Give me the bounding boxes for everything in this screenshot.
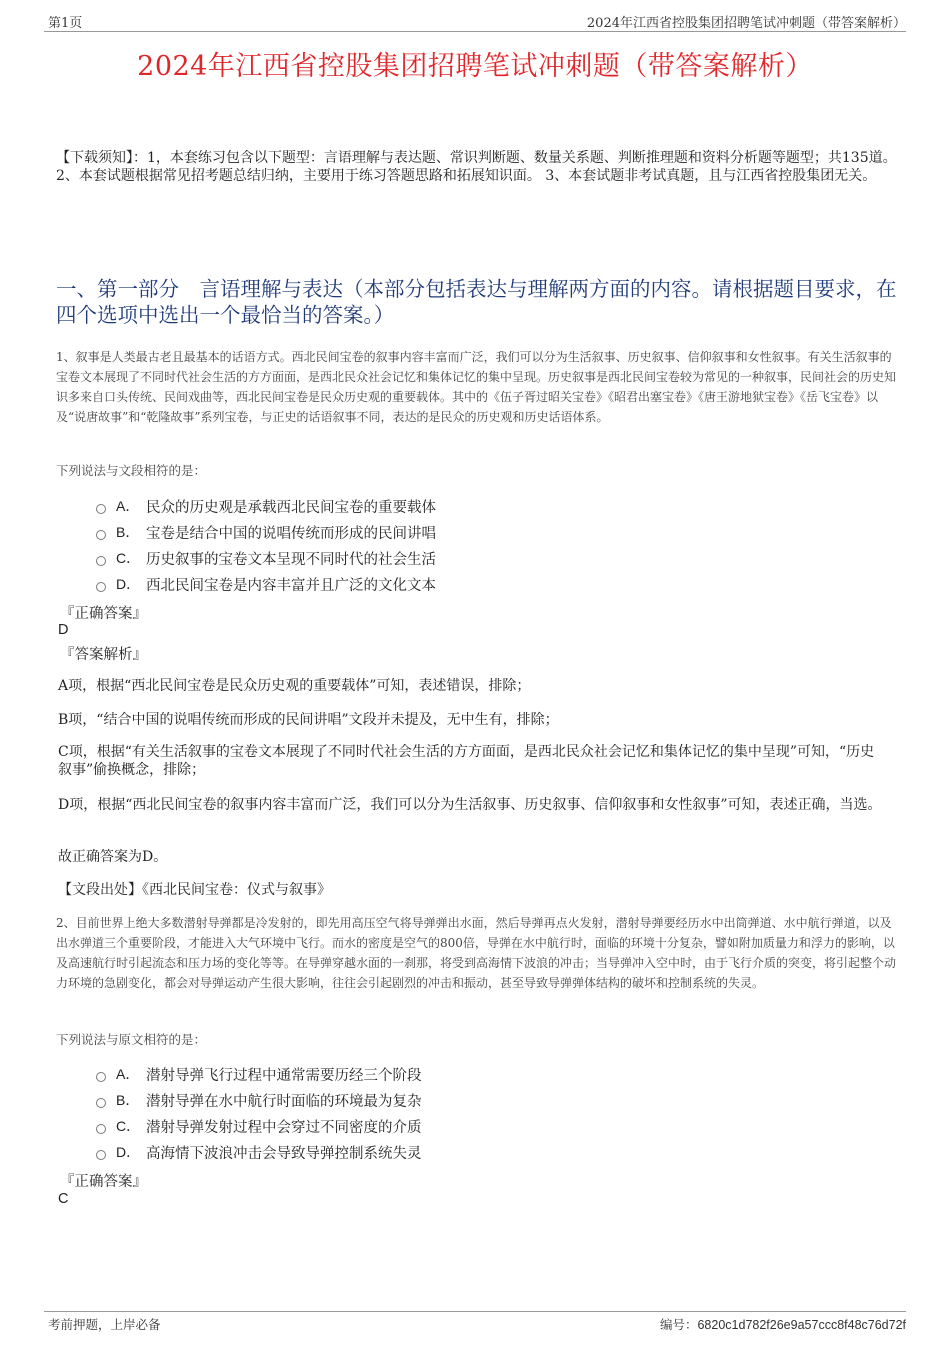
question-1-options (96, 493, 796, 597)
radio-icon[interactable] (96, 1072, 106, 1082)
option-c[interactable] (96, 545, 796, 571)
option-text: 潜射导弹发射过程中会穿过不同密度的介质 (146, 1119, 422, 1136)
option-letter: B． (116, 524, 140, 540)
radio-icon[interactable] (96, 556, 106, 566)
option-b[interactable] (96, 1087, 796, 1113)
analysis-line: B项，“结合中国的说唱传统而形成的民间讲唱”文段并未提及，无中生有，排除； (58, 712, 559, 728)
analysis-line: A项，根据“西北民间宝卷是民众历史观的重要载体”可知，表述错误，排除； (58, 678, 531, 694)
question-2-prompt: 下列说法与原文相符的是： (56, 1032, 207, 1047)
header-divider (44, 31, 906, 32)
analysis-line: 故正确答案为D。 (58, 849, 168, 865)
question-2-stem: 2、目前世界上绝大多数潜射导弹都是冷发射的，即先用高压空气将导弹弹出水面，然后导弹再点火发射，潜射导弹要经历水中出筒弹道、水中航行弹道，以及出水弹道三个重要阶段，才能进入大气环境中飞行。而水的密度是空气的800倍，导弹在水中航行时，面临的环境十分复杂，譬如附加质量力和浮力的影响，以及高速航行时引起流态和压力场的变化等等。在导弹穿越水面的一刹那，将受到高海情下波浪的冲击；当导弹冲入空中时，由于飞行介质的突变，将引起整个动力环境的急剧变化，都会对导弹运动产生很大影响，往往会引起剧烈的冲击和振动，甚至导致导弹弹体结构的破坏和控制系统的失灵。 (56, 916, 897, 990)
correct-answer-label: 『正确答案』 (60, 1174, 147, 1190)
option-text: 潜射导弹在水中航行时面临的环境最为复杂 (146, 1093, 422, 1110)
analysis-label: 『答案解析』 (60, 647, 147, 663)
option-text: 宝卷是结合中国的说唱传统而形成的民间讲唱 (146, 525, 436, 542)
radio-icon[interactable] (96, 530, 106, 540)
document-id-label: 编号： (659, 1317, 698, 1332)
option-text: 高海情下波浪冲击会导致导弹控制系统失灵 (146, 1145, 422, 1162)
radio-icon[interactable] (96, 1150, 106, 1160)
option-letter: C． (116, 550, 141, 566)
footer-divider (44, 1311, 906, 1312)
source-note: 【文段出处】《西北民间宝卷：仪式与叙事》 (58, 882, 331, 898)
radio-icon[interactable] (96, 582, 106, 592)
question-1-prompt: 下列说法与文段相符的是： (56, 463, 207, 478)
radio-icon[interactable] (96, 504, 106, 514)
document-id (660, 1315, 906, 1333)
option-d[interactable] (96, 1139, 796, 1165)
option-letter: C． (116, 1118, 141, 1134)
analysis-line: D项，根据“西北民间宝卷的叙事内容丰富而广泛，我们可以分为生活叙事、历史叙事、信仰叙事和女性叙事”可知，表述正确，当选。 (58, 797, 882, 813)
radio-icon[interactable] (96, 1098, 106, 1108)
document-id-code: 6820c1d782f26e9a57ccc8f48c76d72f (697, 1318, 906, 1332)
download-notice: 【下载须知】：1，本套练习包含以下题型：言语理解与表达题、常识判断题、数量关系题、判断推理题和资料分析题等题型；共135道。 2、本套试题根据常见招考题总结归纳，主要用于练习答题思路和拓展知识面。 3、本套试题非考试真题，且与江西省控股集团无关。 (56, 150, 897, 184)
option-letter: D． (116, 1144, 141, 1160)
option-letter: B． (116, 1092, 140, 1108)
radio-icon[interactable] (96, 1124, 106, 1134)
option-text: 民众的历史观是承载西北民间宝卷的重要载体 (146, 499, 436, 516)
document-title: 2024年江西省控股集团招聘笔试冲刺题（带答案解析） (137, 51, 813, 82)
footer-slogan: 考前押题，上岸必备 (48, 1317, 161, 1332)
option-text: 历史叙事的宝卷文本呈现不同时代的社会生活 (146, 551, 436, 568)
option-a[interactable] (96, 493, 796, 519)
correct-answer: D (58, 622, 69, 638)
correct-answer-label: 『正确答案』 (60, 606, 147, 622)
option-a[interactable] (96, 1061, 796, 1087)
option-letter: D． (116, 576, 141, 592)
page-number: 第1页 (48, 16, 83, 31)
section-heading: 一、第一部分 言语理解与表达（本部分包括表达与理解两方面的内容。请根据题目要求，在四个选项中选出一个最恰当的答案。） (56, 277, 897, 327)
question-1-stem: 1、叙事是人类最古老且最基本的话语方式。西北民间宝卷的叙事内容丰富而广泛，我们可以分为生活叙事、历史叙事、信仰叙事和女性叙事。有关生活叙事的宝卷文本展现了不同时代社会生活的方方面面，是西北民众社会记忆和集体记忆的集中呈现。历史叙事是西北民间宝卷较为常见的一种叙事，民间社会的历史知识多来自口头传统、民间戏曲等，西北民间宝卷是民众历史观的重要载体。其中的《伍子胥过昭关宝卷》《昭君出塞宝卷》《唐王游地狱宝卷》《岳飞宝卷》以及“说唐故事”和“乾隆故事”系列宝卷，与正史的话语叙事不同，表达的是民众的历史观和历史话语体系。 (56, 350, 897, 424)
running-header-title: 2024年江西省控股集团招聘笔试冲刺题（带答案解析） (586, 16, 906, 31)
option-d[interactable] (96, 571, 796, 597)
analysis-line: C项，根据“有关生活叙事的宝卷文本展现了不同时代社会生活的方方面面，是西北民众社会记忆和集体记忆的集中呈现”可知，“历史叙事”偷换概念，排除； (58, 744, 875, 778)
question-2-options (96, 1061, 796, 1165)
option-letter: A． (116, 498, 140, 514)
correct-answer: C (58, 1191, 69, 1207)
option-b[interactable] (96, 519, 796, 545)
option-c[interactable] (96, 1113, 796, 1139)
option-text: 潜射导弹飞行过程中通常需要历经三个阶段 (146, 1067, 422, 1084)
option-letter: A． (116, 1066, 140, 1082)
option-text: 西北民间宝卷是内容丰富并且广泛的文化文本 (146, 577, 436, 594)
